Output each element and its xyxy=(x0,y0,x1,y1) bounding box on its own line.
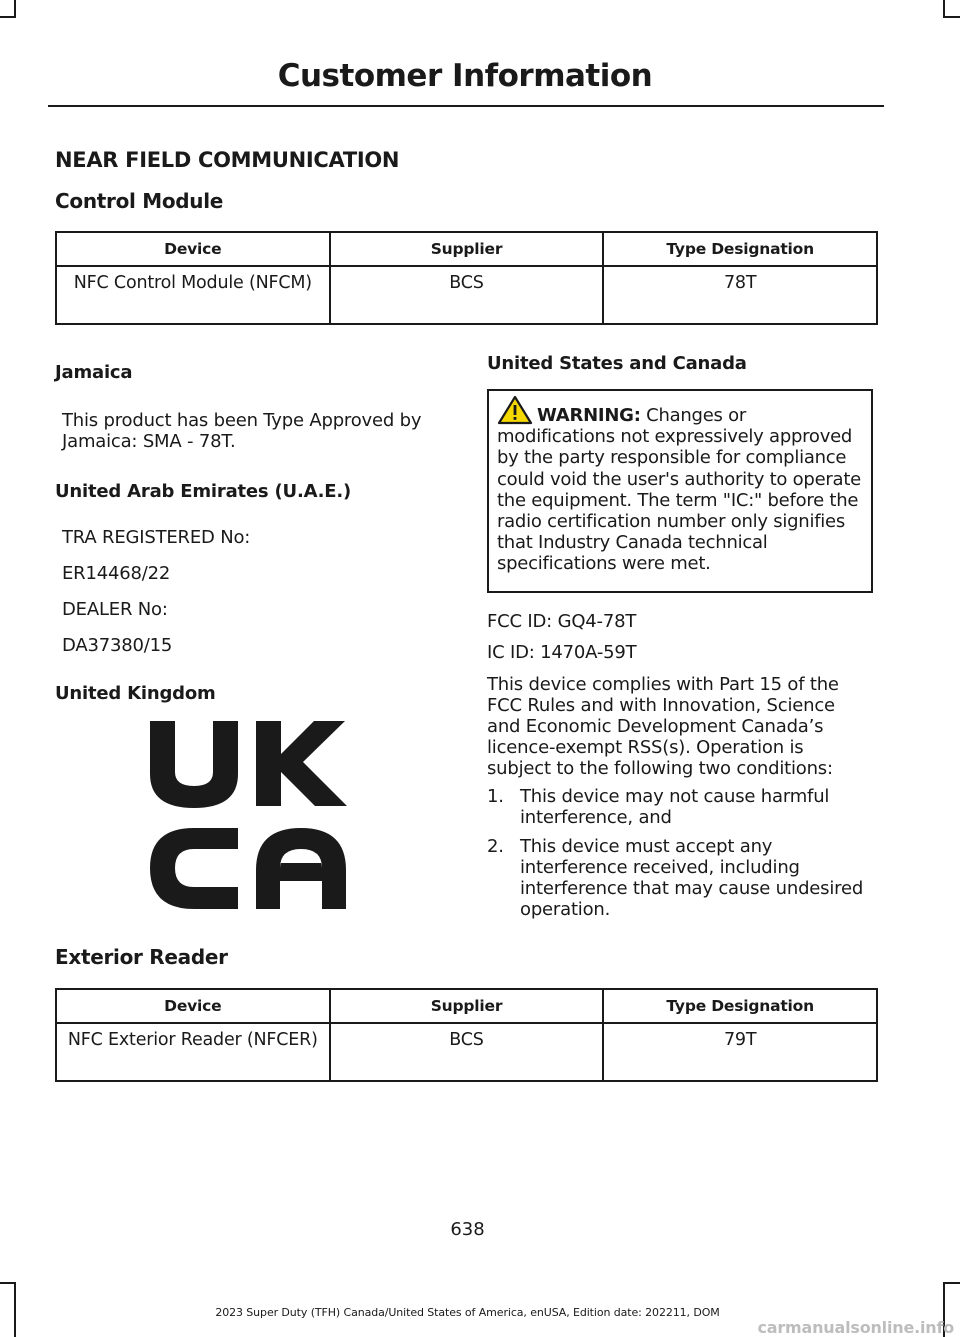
uae-line: TRA REGISTERED No: xyxy=(62,527,251,548)
list-text: This device may not cause harmful interference, and xyxy=(520,786,830,828)
uae-line: DA37380/15 xyxy=(62,635,173,656)
us-canada-heading: United States and Canada xyxy=(487,353,747,374)
footer-edition-text: 2023 Super Duty (TFH) Canada/United States of America, enUSA, Edition date: 202211, DOM xyxy=(215,1306,720,1319)
cell-device: NFC Exterior Reader (NFCER) xyxy=(56,1023,330,1081)
uae-heading: United Arab Emirates (U.A.E.) xyxy=(55,481,352,502)
exterior-reader-heading: Exterior Reader xyxy=(55,945,228,969)
jamaica-heading: Jamaica xyxy=(55,362,133,383)
uk-heading: United Kingdom xyxy=(55,683,216,704)
table-row xyxy=(56,266,877,324)
header-divider xyxy=(48,105,884,107)
column-header-supplier: Supplier xyxy=(330,232,604,266)
cell-supplier: BCS xyxy=(330,1023,604,1081)
control-module-table xyxy=(55,231,878,325)
compliance-text: This device complies with Part 15 of the FCC Rules and with Innovation, Science and Economic Development Canada’s licence-exempt RSS(s). Operation is subject to the following two conditions: xyxy=(487,674,839,779)
crop-mark xyxy=(0,1282,16,1284)
warning-text: Changes or modifications not expressively approved by the party responsible for compliance could void the user's authority to operate the equipment. The term "IC:" before the radio certification number only signifies that Industry Canada technical specifications were met. xyxy=(497,405,861,575)
column-header-device: Device xyxy=(56,232,330,266)
exterior-reader-table xyxy=(55,988,878,1082)
warning-triangle-icon xyxy=(497,395,533,425)
control-module-heading: Control Module xyxy=(55,189,224,213)
uae-line: DEALER No: xyxy=(62,599,168,620)
column-header-supplier: Supplier xyxy=(330,989,604,1023)
crop-mark xyxy=(943,16,960,18)
list-item xyxy=(487,786,882,828)
list-number: 1. xyxy=(487,786,504,807)
page-number: 638 xyxy=(450,1219,485,1240)
jamaica-text: This product has been Type Approved by Jamaica: SMA - 78T. xyxy=(62,410,422,452)
list-text: This device must accept any interference received, including interference that may cause undesired operation. xyxy=(520,836,864,920)
watermark: carmanualsonline.info xyxy=(757,1318,954,1337)
cell-type: 79T xyxy=(603,1023,877,1081)
warning-box xyxy=(487,389,873,593)
column-header-device: Device xyxy=(56,989,330,1023)
ic-id: IC ID: 1470A-59T xyxy=(487,642,637,663)
cell-type: 78T xyxy=(603,266,877,324)
list-number: 2. xyxy=(487,836,504,857)
cell-device: NFC Control Module (NFCM) xyxy=(56,266,330,324)
table-header-row xyxy=(56,989,877,1023)
fcc-id: FCC ID: GQ4-78T xyxy=(487,611,637,632)
column-header-type: Type Designation xyxy=(603,232,877,266)
crop-mark xyxy=(943,1282,960,1284)
cell-supplier: BCS xyxy=(330,266,604,324)
crop-mark xyxy=(0,16,16,18)
table-row xyxy=(56,1023,877,1081)
ukca-mark-logo xyxy=(148,718,348,913)
list-item xyxy=(487,836,882,920)
section-title: NEAR FIELD COMMUNICATION xyxy=(55,148,400,172)
warning-label: WARNING: xyxy=(537,405,641,426)
table-header-row xyxy=(56,232,877,266)
uae-line: ER14468/22 xyxy=(62,563,171,584)
column-header-type: Type Designation xyxy=(603,989,877,1023)
page-title: Customer Information xyxy=(277,58,653,94)
